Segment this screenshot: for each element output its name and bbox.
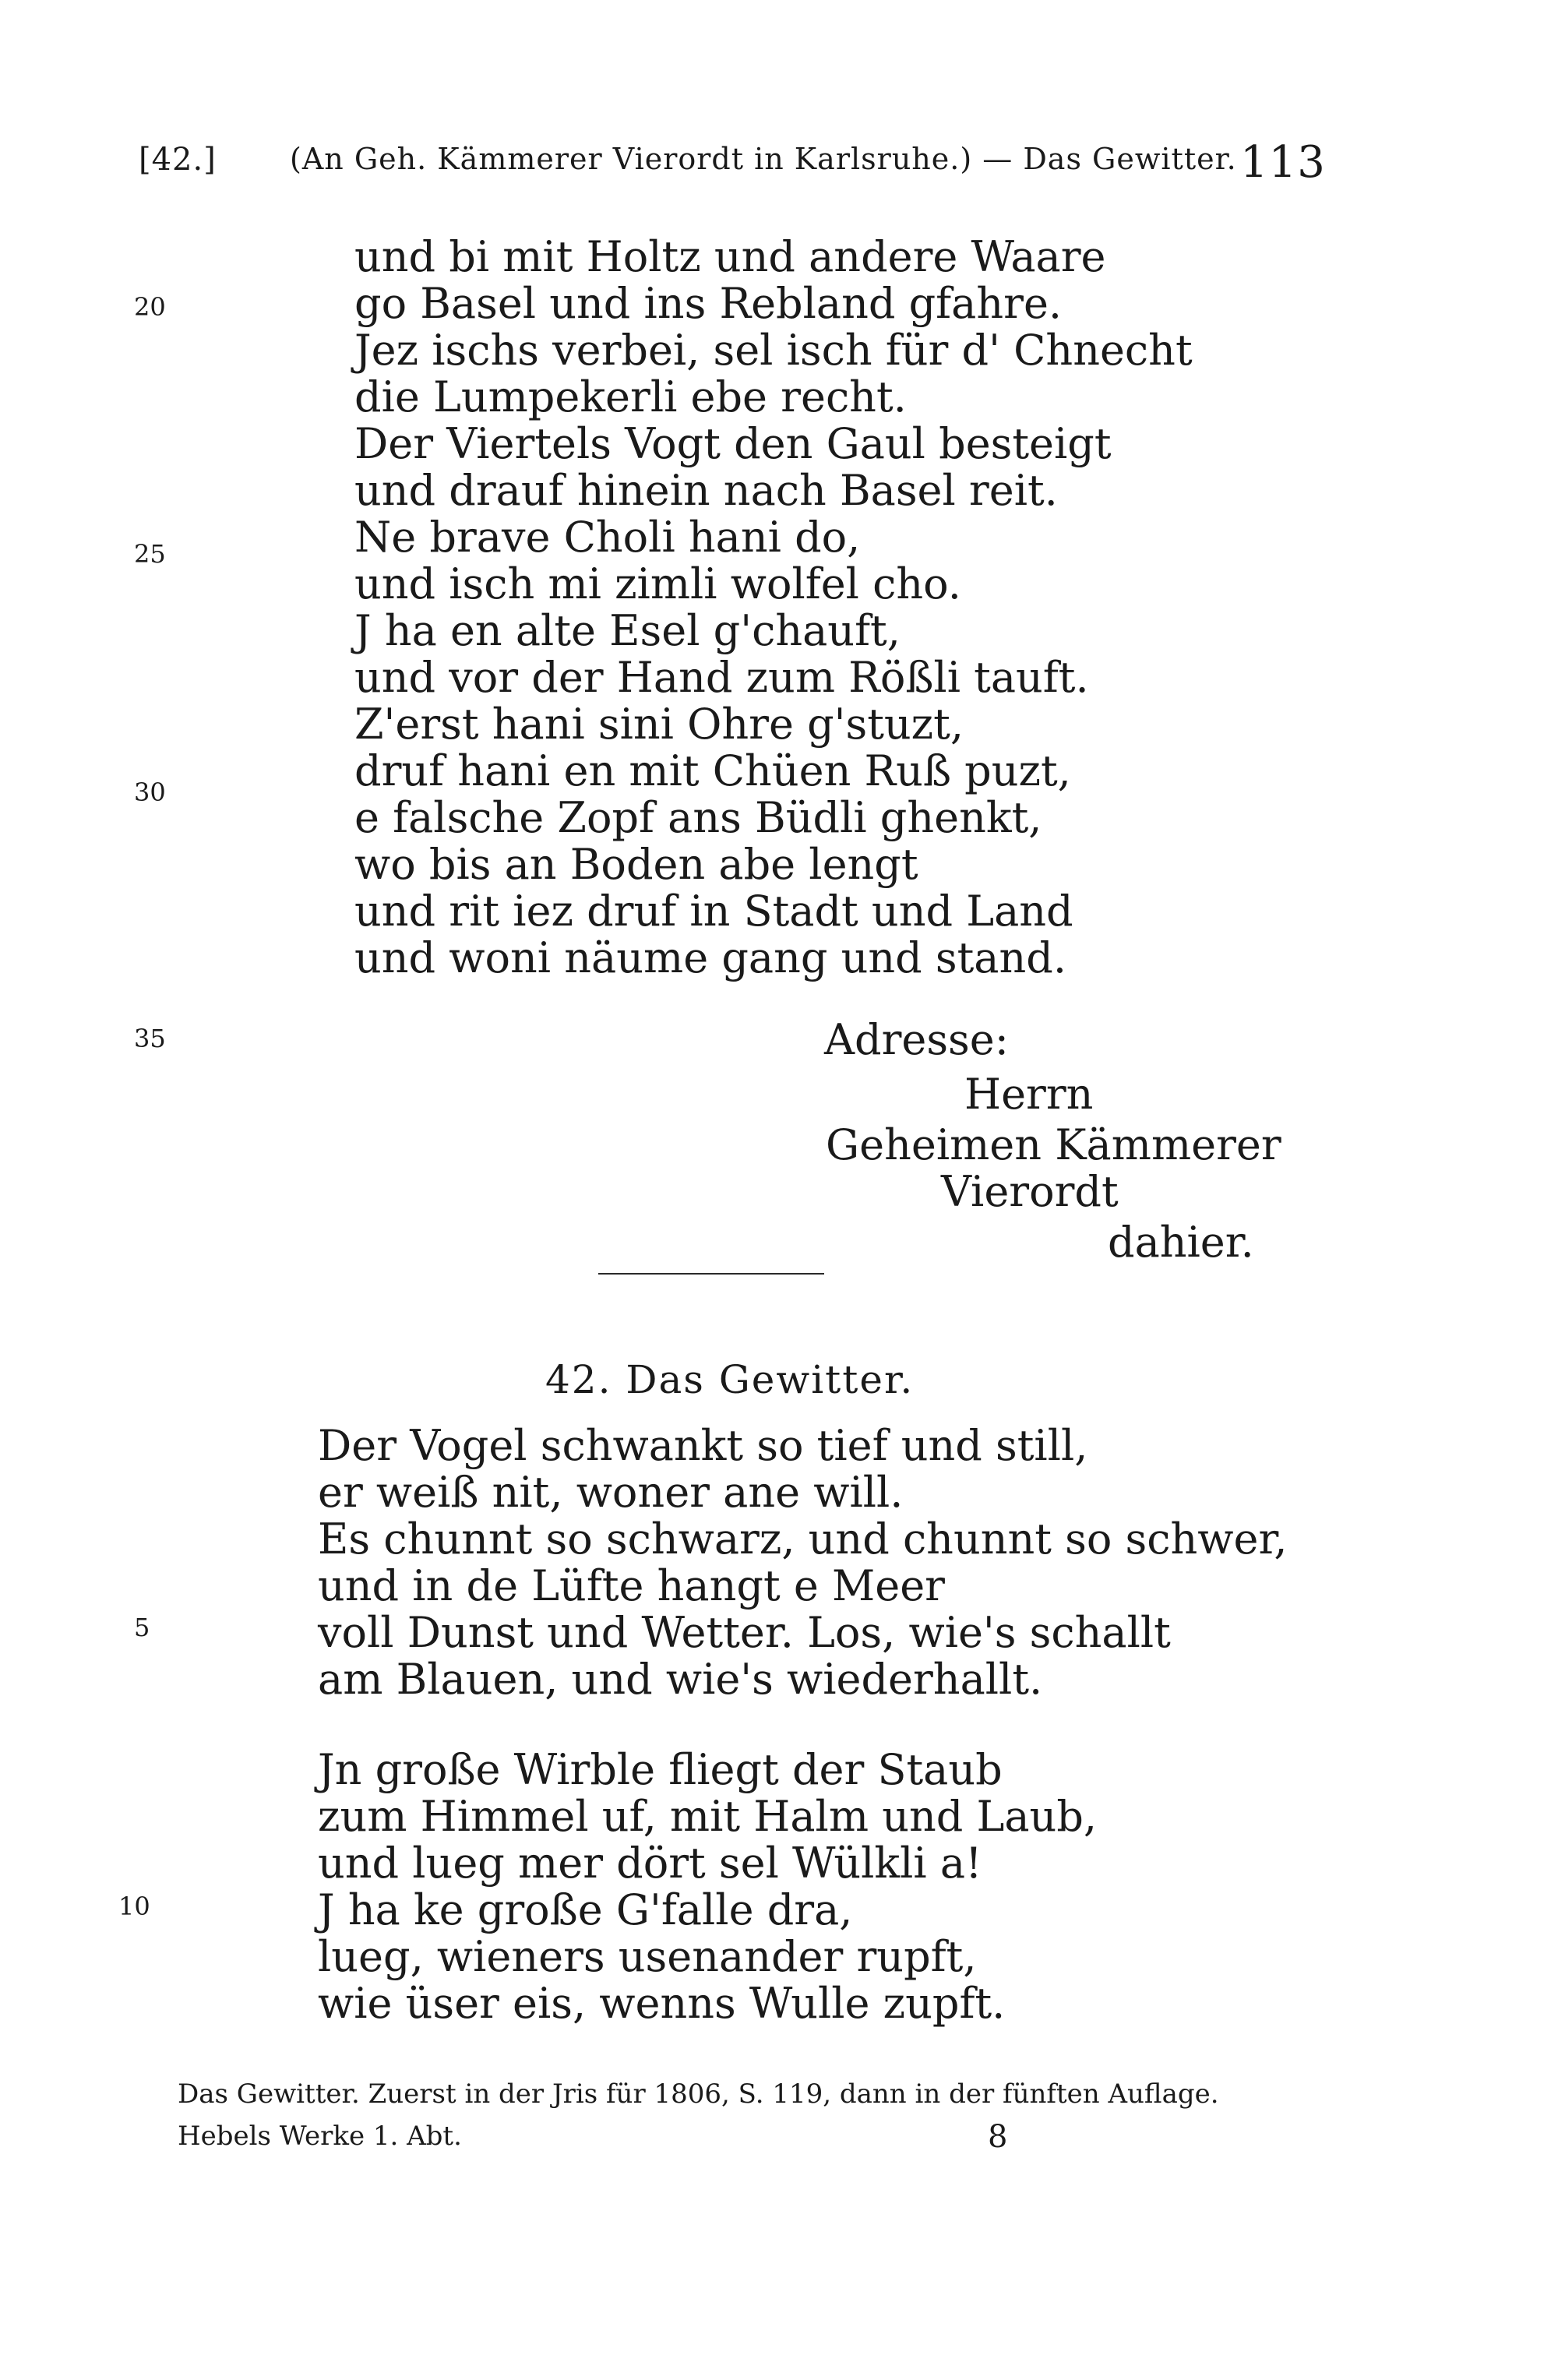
poem-stanza-1	[318, 1423, 1288, 1703]
verse-line: und woni näume gang und stand.	[354, 933, 1066, 982]
address-line: Herrn	[964, 1070, 1094, 1119]
verse-line: und lueg mer dört sel Wülkli a!	[318, 1839, 982, 1888]
verse-line: und vor der Hand zum Rößli tauft.	[354, 653, 1089, 702]
footnote-source: Hebels Werke 1. Abt.	[178, 2121, 462, 2152]
address-label: Adresse:	[824, 1015, 1009, 1064]
verse-line: und bi mit Holtz und andere Waare	[354, 232, 1106, 281]
verse-line: Z'erst hani sini Ohre g'stuzt,	[354, 700, 964, 749]
verse-line: Der Viertels Vogt den Gaul besteigt	[354, 419, 1112, 468]
verse-line: am Blauen, und wie's wiederhallt.	[318, 1655, 1043, 1704]
poem-stanza-2	[318, 1747, 1097, 2027]
verse-line: J ha en alte Esel g'chauft,	[354, 606, 901, 655]
letter-verse	[354, 234, 1193, 982]
line-number: 5	[134, 1613, 150, 1642]
verse-line: Der Vogel schwankt so tief und still,	[318, 1421, 1088, 1470]
header-section-number: [42.]	[139, 142, 217, 178]
page-number: 113	[1240, 137, 1326, 188]
verse-line: und drauf hinein nach Basel reit.	[354, 466, 1058, 515]
verse-line: und in de Lüfte hangt e Meer	[318, 1561, 945, 1610]
verse-line: lueg, wieners usenander rupft,	[318, 1932, 977, 1981]
verse-line: und rit iez druf in Stadt und Land	[354, 887, 1073, 936]
signature-mark: 8	[988, 2119, 1008, 2155]
verse-line: go Basel und ins Rebland gfahre.	[354, 279, 1063, 328]
verse-line: die Lumpekerli ebe recht.	[354, 372, 907, 421]
line-number: 25	[134, 539, 166, 569]
verse-line: wo bis an Boden abe lengt	[354, 840, 918, 889]
verse-line: zum Himmel uf, mit Halm und Laub,	[318, 1792, 1098, 1841]
verse-line: Jn große Wirble fliegt der Staub	[318, 1745, 1003, 1794]
verse-line: Ne brave Choli hani do,	[354, 513, 861, 562]
line-number: 35	[134, 1024, 166, 1053]
poem-title: 42. Das Gewitter.	[545, 1357, 915, 1402]
line-number: 10	[118, 1892, 150, 1921]
verse-line: und isch mi zimli wolfel cho.	[354, 559, 961, 608]
section-divider	[598, 1273, 824, 1275]
verse-line: er weiß nit, woner ane will.	[318, 1468, 904, 1517]
verse-line: druf hani en mit Chüen Ruß puzt,	[354, 746, 1071, 795]
line-number: 30	[134, 777, 166, 807]
address-line: Vierordt	[941, 1167, 1119, 1216]
running-header: (An Geh. Kämmerer Vierordt in Karlsruhe.) — Das Gewitter.	[290, 142, 1237, 176]
verse-line: e falsche Zopf ans Büdli ghenkt,	[354, 793, 1042, 842]
address-line: dahier.	[1108, 1218, 1254, 1267]
verse-line: voll Dunst und Wetter. Los, wie's schallt	[318, 1608, 1171, 1657]
address-line: Geheimen Kämmerer	[826, 1120, 1281, 1169]
line-number: 20	[134, 292, 166, 322]
verse-line: Jez ischs verbei, sel isch für d' Chnecht	[354, 326, 1193, 375]
verse-line: J ha ke große G'falle dra,	[318, 1885, 853, 1934]
verse-line: wie üser eis, wenns Wulle zupft.	[318, 1979, 1006, 2028]
verse-line: Es chunnt so schwarz, und chunnt so schwer,	[318, 1514, 1288, 1564]
footnote-text: Das Gewitter. Zuerst in der Jris für 1806, S. 119, dann in der fünften Auflage.	[178, 2079, 1219, 2110]
